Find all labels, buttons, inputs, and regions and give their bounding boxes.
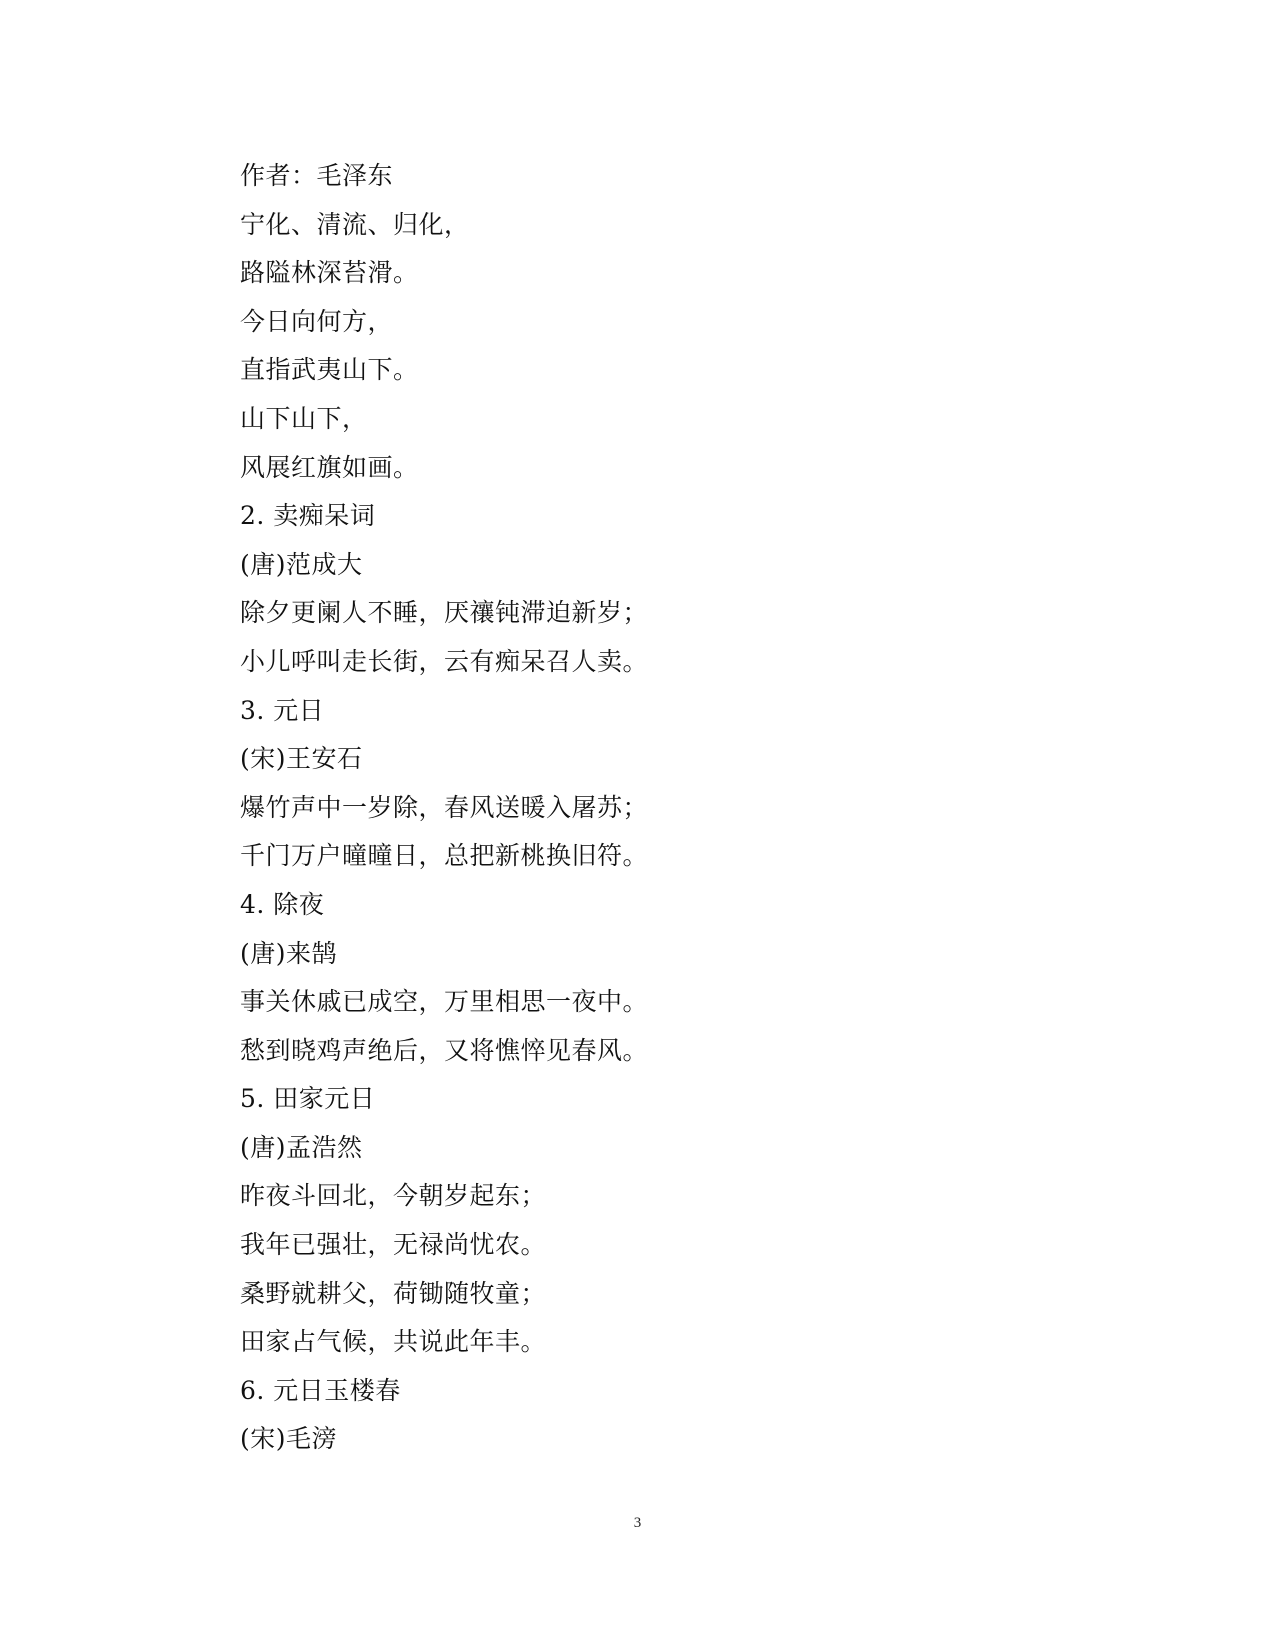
poem-line: 直指武夷山下。: [240, 355, 419, 385]
poem-title: 4. 除夜: [240, 889, 325, 919]
poem-author: (唐)范成大: [240, 549, 363, 579]
poem-line: 除夕更阑人不睡，厌禳钝滞迫新岁；: [240, 598, 649, 628]
poem-line: 事关休戚已成空，万里相思一夜中。: [240, 987, 649, 1017]
poem-line: 千门万户曈曈日，总把新桃换旧符。: [240, 841, 649, 871]
poem-line: 风展红旗如画。: [240, 452, 419, 482]
poem-title: 5. 田家元日: [240, 1084, 376, 1114]
poem-line: 我年已强壮，无禄尚忧农。: [240, 1230, 547, 1260]
poem-line: 爆竹声中一岁除，春风送暖入屠苏；: [240, 792, 649, 822]
poem-title: 3. 元日: [240, 695, 325, 725]
poem-line: 山下山下，: [240, 403, 368, 433]
poem-author: (唐)孟浩然: [240, 1132, 363, 1162]
poem-author: (宋)王安石: [240, 744, 363, 774]
document-body: [240, 152, 1040, 1464]
poem-author: (唐)来鹄: [240, 938, 338, 968]
poem-line: 昨夜斗回北，今朝岁起东；: [240, 1181, 547, 1211]
page-number: 3: [633, 1515, 642, 1531]
poem-line: 愁到晓鸡声绝后，又将憔悴见春风。: [240, 1035, 649, 1065]
poem-line: 今日向何方，: [240, 306, 394, 336]
poem-line: 小儿呼叫走长街，云有痴呆召人卖。: [240, 646, 649, 676]
author-line: 作者：毛泽东: [240, 161, 394, 190]
poem-line: 路隘林深苔滑。: [240, 258, 419, 288]
poem-line: 宁化、清流、归化，: [240, 209, 470, 239]
poem-title: 2. 卖痴呆词: [240, 501, 376, 531]
poem-line: 桑野就耕父，荷锄随牧童；: [240, 1278, 547, 1308]
poem-line: 田家占气候，共说此年丰。: [240, 1327, 547, 1357]
poem-title: 6. 元日玉楼春: [240, 1375, 401, 1405]
poem-author: (宋)毛滂: [240, 1424, 338, 1454]
